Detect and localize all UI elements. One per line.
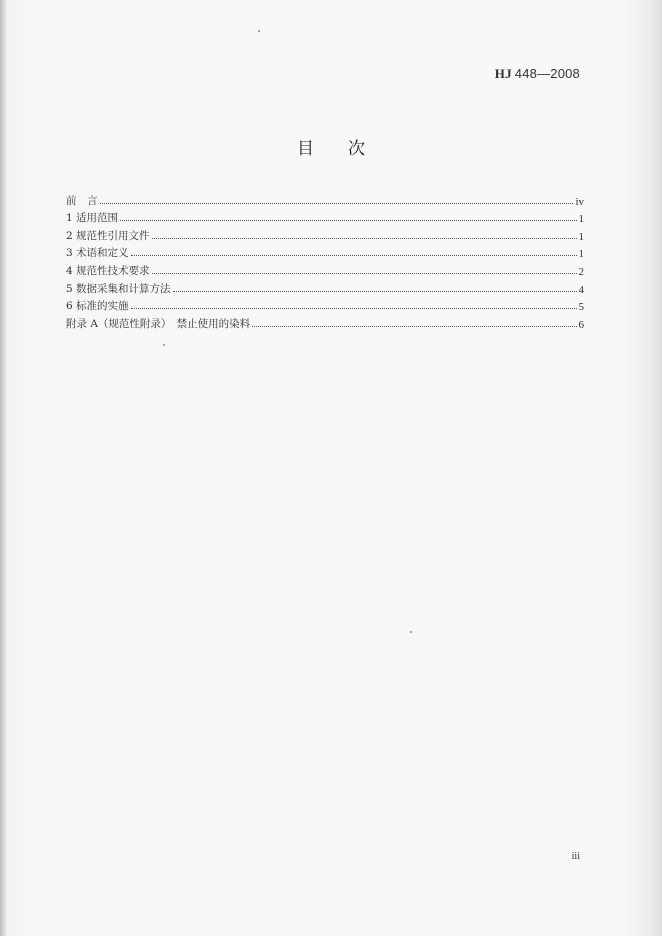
toc-dot-leader bbox=[152, 238, 577, 239]
paper-speck bbox=[410, 631, 412, 633]
toc-dot-leader bbox=[152, 273, 577, 274]
toc-entry-label: 6 标准的实施 bbox=[66, 300, 129, 313]
toc-entry-implementation[interactable] bbox=[66, 296, 584, 314]
toc-entry-label: 附录 A（规范性附录） 禁止使用的染料 bbox=[66, 317, 251, 330]
toc-entry-data-collection[interactable] bbox=[66, 278, 584, 296]
toc-dot-leader bbox=[252, 326, 576, 327]
toc-entry-label: 4 规范性技术要求 bbox=[66, 264, 150, 277]
toc-entry-normative-references[interactable] bbox=[66, 225, 584, 243]
toc-entry-page: iv bbox=[575, 195, 584, 208]
toc-entry-terms-definitions[interactable] bbox=[66, 243, 584, 261]
toc-entry-label: 3 术语和定义 bbox=[66, 247, 129, 260]
toc-dot-leader bbox=[131, 255, 577, 256]
toc-entry-label: 2 规范性引用文件 bbox=[66, 229, 150, 242]
standard-code-number: 448—2008 bbox=[514, 66, 580, 81]
toc-entry-scope[interactable] bbox=[66, 208, 584, 226]
paper-speck bbox=[258, 30, 260, 32]
toc-entry-page: 1 bbox=[578, 248, 584, 261]
toc-entry-technical-requirements[interactable] bbox=[66, 260, 584, 278]
toc-entry-label: 前 言 bbox=[66, 194, 98, 207]
toc-entry-page: 6 bbox=[578, 318, 584, 331]
toc-dot-leader bbox=[100, 203, 574, 204]
standard-code-prefix: HJ bbox=[494, 66, 512, 81]
toc-dot-leader bbox=[120, 220, 576, 221]
toc-dot-leader bbox=[173, 291, 577, 292]
toc-entry-page: 5 bbox=[578, 301, 584, 314]
toc-dot-leader bbox=[131, 308, 577, 309]
toc-entry-label: 5 数据采集和计算方法 bbox=[66, 282, 171, 295]
table-of-contents bbox=[66, 190, 584, 331]
toc-entry-label: 1 适用范围 bbox=[66, 212, 119, 225]
toc-entry-foreword[interactable] bbox=[66, 190, 584, 208]
page-number: iii bbox=[571, 851, 580, 862]
toc-entry-page: 1 bbox=[578, 230, 584, 243]
toc-entry-page: 2 bbox=[578, 265, 584, 278]
toc-entry-page: 4 bbox=[578, 283, 584, 296]
toc-entry-annex-a[interactable] bbox=[66, 313, 584, 331]
toc-entry-page: 1 bbox=[578, 213, 584, 226]
standard-code bbox=[495, 66, 580, 82]
page-title: 目次 bbox=[297, 139, 399, 159]
paper-speck bbox=[163, 344, 165, 346]
